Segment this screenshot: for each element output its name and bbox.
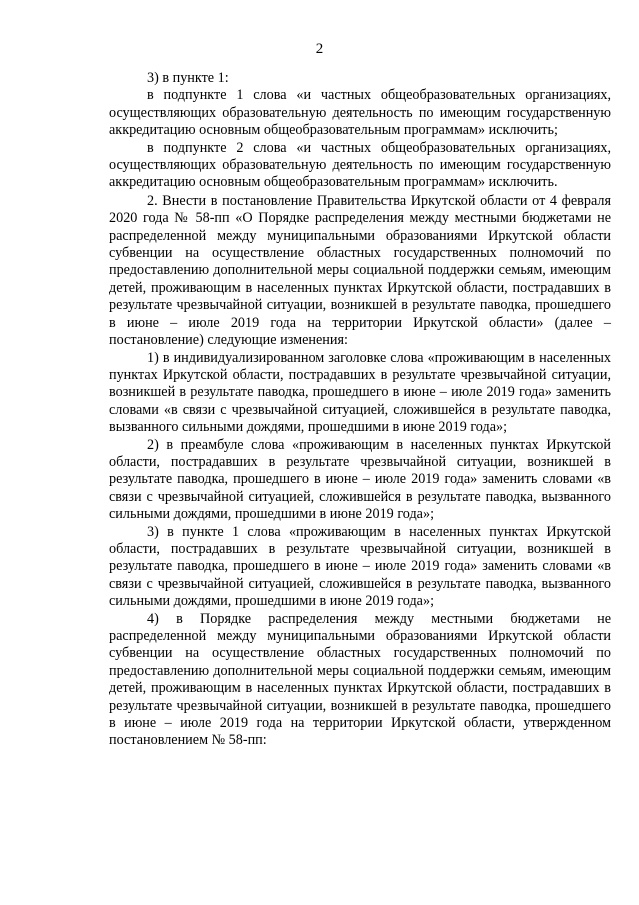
paragraph-change-1: 1) в индивидуализированном заголовке слова «проживающим в населенных пунктах Иркутской области, пострадавших в результате чрезвычайной ситуации, возникшей в результате паводка, прошедшего в июне – июле 2019 года» заменить словами «в связи с чрезвычайной ситуацией, сложившейся в результате паводка, вызванного сильными дождями, прошедшими в июне 2019 года»;	[109, 349, 611, 436]
paragraph-change-4: 4) в Порядке распределения между местными бюджетами не распределенной между муниципальными образованиями Иркутской области субвенции на осуществление областных государственных полномочий по предоставлению дополнительной меры социальной поддержки семьям, имеющим детей, проживающим в населенных пунктах Иркутской области, пострадавших в результате чрезвычайной ситуации, возникшей в результате паводка, прошедшего в июне – июле 2019 года на территории Иркутской области, утвержденном постановлением № 58-пп:	[109, 610, 611, 749]
paragraph-item-3-heading: 3) в пункте 1:	[147, 70, 229, 86]
paragraph-change-2: 2) в преамбуле слова «проживающим в населенных пунктах Иркутской области, пострадавших в результате чрезвычайной ситуации, возникшей в результате паводка, прошедшего в июне – июле 2019 года» заменить словами «в связи с чрезвычайной ситуацией, сложившейся в результате паводка, вызванного сильными дождями, прошедшими в июне 2019 года»;	[109, 436, 611, 523]
paragraph-subitem-2: в подпункте 2 слова «и частных общеобразовательных организациях, осуществляющих образовательную деятельность по имеющим государственную аккредитацию основным общеобразовательным программам» исключить.	[109, 139, 611, 191]
page-number: 2	[315, 41, 324, 57]
paragraph-section-2: 2. Внести в постановление Правительства Иркутской области от 4 февраля 2020 года № 58-пп «О Порядке распределения между местными бюджетами не распределенной между муниципальными образованиями Иркутской области субвенции на осуществление областных государственных полномочий по предоставлению дополнительной меры социальной поддержки семьям, имеющим детей, проживающим в населенных пунктах Иркутской области, пострадавших в результате чрезвычайной ситуации, возникшей в результате паводка, прошедшего в июне – июле 2019 года на территории Иркутской области» (далее – постановление) следующие изменения:	[109, 192, 611, 349]
paragraph-change-3: 3) в пункте 1 слова «проживающим в населенных пунктах Иркутской области, пострадавших в результате чрезвычайной ситуации, возникшей в результате паводка, прошедшего в июне – июле 2019 года» заменить словами «в связи с чрезвычайной ситуацией, сложившейся в результате паводка, вызванного сильными дождями, прошедшими в июне 2019 года»;	[109, 523, 611, 610]
paragraph-subitem-1: в подпункте 1 слова «и частных общеобразовательных организациях, осуществляющих образовательную деятельность по имеющим государственную аккредитацию основным общеобразовательным программам» исключить;	[109, 87, 611, 139]
document-body	[109, 70, 611, 750]
